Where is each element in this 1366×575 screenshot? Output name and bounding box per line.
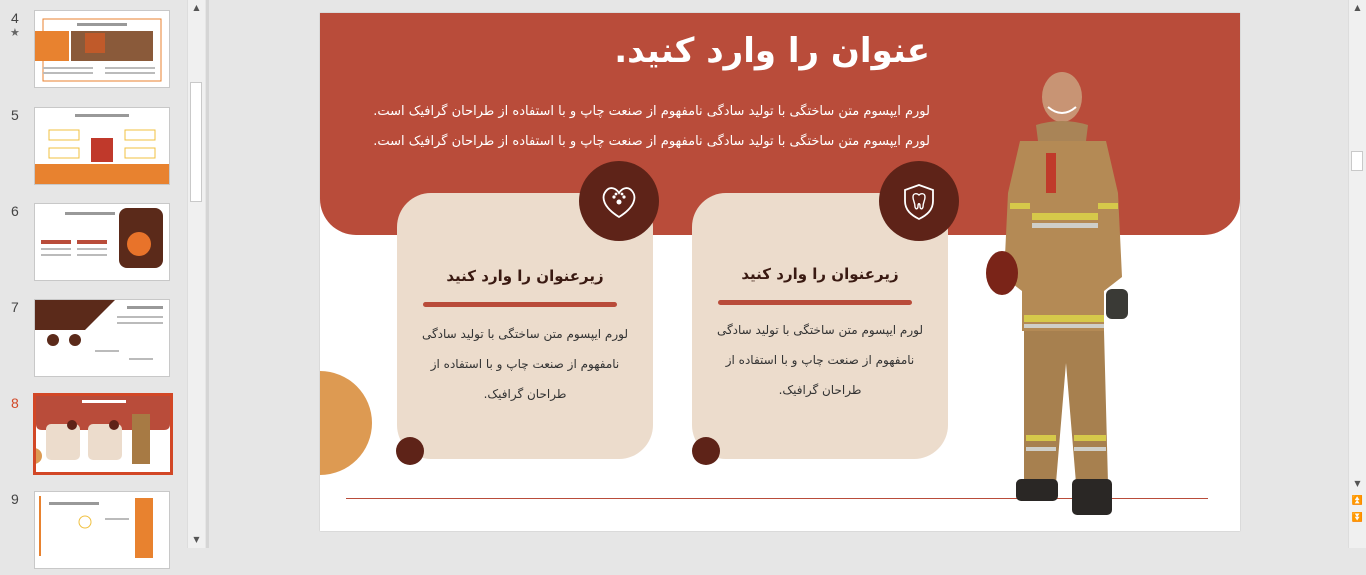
tooth-shield-icon [879, 161, 959, 241]
slide-thumbnail-4[interactable] [0, 10, 186, 94]
slide-preview [34, 107, 170, 185]
slide-thumbnail-pane [0, 0, 186, 548]
card-title: زیرعنوان را وارد کنید [446, 267, 604, 285]
slide-preview-art [35, 11, 169, 87]
body-text-line[interactable]: لورم ایپسوم متن ساختگی با تولید سادگی نامفهوم از صنعت چاپ و با استفاده از طراحان گرافیک است. [373, 134, 930, 149]
slide-preview [34, 491, 170, 569]
card-title: زیرعنوان را وارد کنید [741, 265, 899, 283]
slide-preview [33, 393, 173, 475]
decorative-dot [692, 437, 720, 465]
animation-star-icon: ★ [10, 26, 20, 39]
slide-title[interactable]: عنوان را وارد کنید. [614, 31, 930, 71]
decorative-dot [396, 437, 424, 465]
slide-preview-art [35, 108, 169, 184]
slide-preview-art [36, 396, 170, 472]
card-divider-bar [718, 300, 912, 305]
editor-scrollbar[interactable] [1348, 0, 1366, 548]
slide-number: 6 [11, 203, 19, 219]
pane-divider[interactable] [206, 0, 209, 548]
slide-thumbnail-5[interactable] [0, 107, 186, 191]
body-text-line[interactable]: لورم ایپسوم متن ساختگی با تولید سادگی نامفهوم از صنعت چاپ و با استفاده از طراحان گرافیک است. [373, 104, 930, 119]
scrollbar-thumb[interactable] [1351, 151, 1363, 171]
slide-number: 5 [11, 107, 19, 123]
slide-preview-art [35, 300, 169, 376]
slide-number: 9 [11, 491, 19, 507]
scroll-down-arrow-icon[interactable]: ▼ [1349, 476, 1366, 491]
slide-preview [34, 203, 170, 281]
slide-preview [34, 299, 170, 377]
scrollbar-thumb[interactable] [190, 82, 202, 202]
slide-thumbnail-6[interactable] [0, 203, 186, 287]
slide-editor [210, 0, 1346, 548]
slide-preview [34, 10, 170, 88]
card-divider-bar [423, 302, 617, 307]
card-body: لورم ایپسوم متن ساختگی با تولید سادگی نامفهوم از صنعت چاپ و با استفاده از طراحان گرافیک. [421, 327, 629, 401]
slide-thumbnail-8[interactable] [0, 395, 186, 479]
scroll-up-arrow-icon[interactable]: ▲ [188, 0, 205, 15]
slide-number: 7 [11, 299, 19, 315]
heart-paw-icon [579, 161, 659, 241]
slide-number: 4 [11, 10, 19, 26]
slide-thumbnail-7[interactable] [0, 299, 186, 383]
slide-preview-art [35, 492, 169, 568]
card-body: لورم ایپسوم متن ساختگی با تولید سادگی نامفهوم از صنعت چاپ و با استفاده از طراحان گرافیک. [716, 323, 924, 397]
previous-slide-icon[interactable]: ⏫ [1351, 496, 1364, 506]
next-slide-icon[interactable]: ⏬ [1351, 513, 1364, 523]
slide-preview-art [35, 204, 169, 280]
firefighter-photo[interactable] [970, 63, 1150, 523]
slide-thumbnail-9[interactable] [0, 491, 186, 575]
scroll-down-arrow-icon[interactable]: ▼ [188, 532, 205, 547]
scroll-up-arrow-icon[interactable]: ▲ [1349, 0, 1366, 15]
slide-canvas[interactable] [320, 13, 1240, 531]
slide-number: 8 [11, 395, 19, 411]
decorative-circle [320, 371, 372, 475]
thumbnail-scrollbar[interactable] [187, 0, 205, 548]
